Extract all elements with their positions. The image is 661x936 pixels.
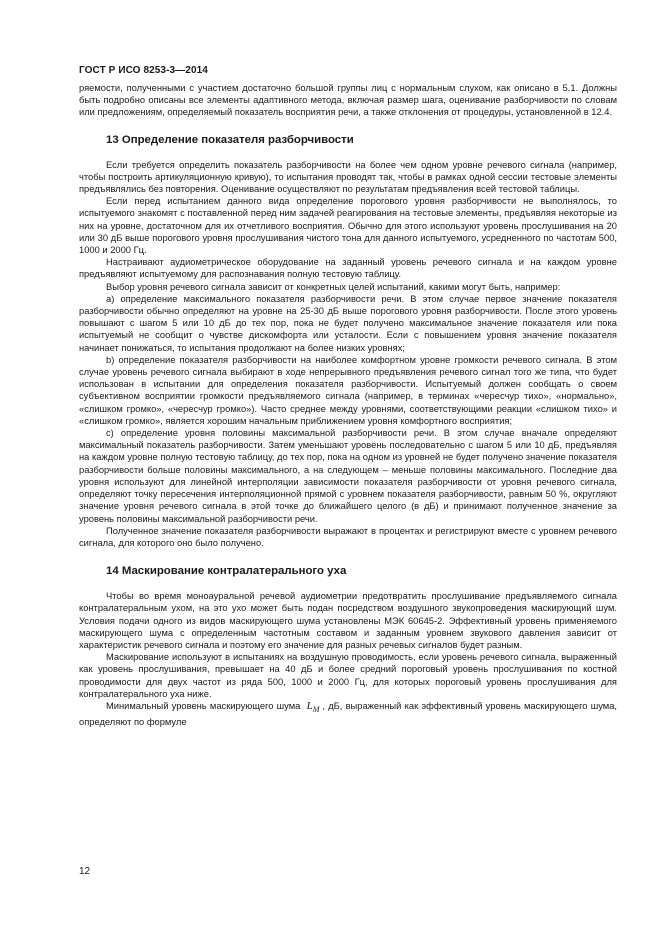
s13-list-item-a: a) определение максимального показателя разборчивости речи. В этом случае первое значение показателя разборчивости обычно определяют на уровне на 25-30 дБ выше порогового уровня разборчивости. После этого уровень повышают с шагом 5 или 10 дБ до тех пор, пока не будет получено максимальное значение показателя или пока испытуемый не сообщит о чувстве дискомфорта или усталости. Если с повышением уровня значение показателя начинает понижаться, то испытания продолжают на более низких уровнях;: [79, 293, 617, 353]
s14-paragraph-3: [79, 700, 617, 729]
masking-level-symbol: $L_M$: [306, 699, 320, 715]
s14-p3-text-after: , дБ, выраженный как эффективный уровень маскирующего шума, определяют по формуле: [79, 700, 617, 728]
page-content: [79, 82, 617, 729]
s13-paragraph-3: Настраивают аудиометрическое оборудование на заданный уровень речевого сигнала и на каждом уровне предъявляют испытуемому для распознавания полную тестовую таблицу.: [79, 257, 617, 280]
s13-paragraph-final: Полученное значение показателя разборчивости выражают в процентах и регистрируют вместе с уровнем речевого сигнала, для которого оно было получено.: [79, 525, 617, 548]
section-14-title: 14 Маскирование контралатерального уха: [106, 565, 347, 578]
intro-paragraph: ряемости, полученными с участием достаточно большой группы лиц с нормальным слухом, как описано в 5.1. Должны быть подробно описаны все элементы адаптивного метода, включая размер шага, оценивание разборчивости по словам или предложениям, определяемый показатель восприятия речи, а также отклонения от процедуры, установленной в 12.4.: [79, 83, 617, 118]
section-13-title: 13 Определение показателя разборчивости: [106, 133, 354, 146]
s13-list-item-c: c) определение уровня половины максимальной разборчивости речи. В этом случае вначале определяют максимальный показатель разборчивости. Затем уменьшают уровень последовательно с шагом 5 или 10 дБ, предъявляя на каждом уровне полную тестовую таблицу, до тех пор, пока на одном из уровней не будет получено значение показателя разборчивости больше половины максимального, а на следующем – меньше половины максимального. Последние два уровня используют для линейной интерполяции зависимости показателя разборчивости от уровня речевого сигнала, определяют точку пересечения интерполяционной прямой с уровнем показателя разборчивости, равным 50 %, округляют значение уровня речевого сигнала в этой точке до ближайшего целого (в дБ) и принимают полученное значение за уровень половины максимальной разборчивости речи.: [79, 428, 617, 524]
s14-paragraph-2: Маскирование используют в испытаниях на воздушную проводимость, если уровень речевого сигнала, выраженный как уровень прослушивания, превышает на 40 дБ и более средний пороговый уровень прослушивания по костной проводимости для двух частот из ряда 500, 1000 и 2000 Гц, для которых пороговый уровень прослушивания для контралатерального уха ниже.: [79, 652, 617, 699]
s14-paragraph-1: Чтобы во время моноауральной речевой аудиометрии предотвратить прослушивание предъявляемого сигнала контралатеральным ухом, на это ухо может быть подан посредством воздушного звукопроведения маскирующий шум. Условия подачи одного из видов маскирующего шума установлены МЭК 60645-2. Эффективный уровень применяемого маскирующего шума с определенным частотным составом и заданным уровнем звукового давления зависит от характеристик речевого сигнала и поэтому его значение для разных речевых сигналов будет разным.: [79, 591, 617, 650]
s13-list-item-b: b) определение показателя разборчивости на наиболее комфортном уровне громкости речевого сигнала. В этом случае уровень речевого сигнала выбирают в ходе непрерывного предъявления речевого сигнал того же типа, что будет использован в испытании для определения показателя разборчивости. Испытуемый должен сообщать о своем субъективном восприятии громкости предъявляемого сигнала (например, в терминах «чересчур тихо», «нормально», «слишком громко», «чересчур громко»). Часто среднее между уровнями, соответствующими реакции «слишком тихо» и «слишком громко», является хорошим начальным приближением уровня комфортного восприятия;: [79, 354, 617, 426]
s13-paragraph-1: Если требуется определить показатель разборчивости на более чем одном уровне речевого сигнала (например, чтобы построить артикуляционную кривую), то испытания проводят так, чтобы в рамках одной сессии тестовые элементы предъявлялись без повторения. Оценивание осуществляют по результатам предъявления всей тестовой таблицы.: [79, 159, 617, 195]
document-header: ГОСТ Р ИСО 8253-3—2014: [79, 65, 208, 76]
page-number: 12: [79, 866, 91, 877]
s13-paragraph-4: Выбор уровня речевого сигнала зависит от конкретных целей испытаний, какими могут быть, например:: [106, 281, 561, 292]
s13-paragraph-2: Если перед испытанием данного вида определение порогового уровня разборчивости не выполнялось, то испытуемого знакомят с поставленной перед ним задачей реагирования на тестовые элементы, предъявляя некоторые из них на уровне, достаточном для их отчетливого восприятия. Обычно для этого используют уровень прослушивания на 20 или 30 дБ выше порогового уровня прослушивания чистого тона для данного испытуемого, усредненного по частотам 500, 1000 и 2000 Гц.: [79, 196, 617, 256]
s14-p3-text-before: Минимальный уровень маскирующего шума: [106, 700, 301, 711]
